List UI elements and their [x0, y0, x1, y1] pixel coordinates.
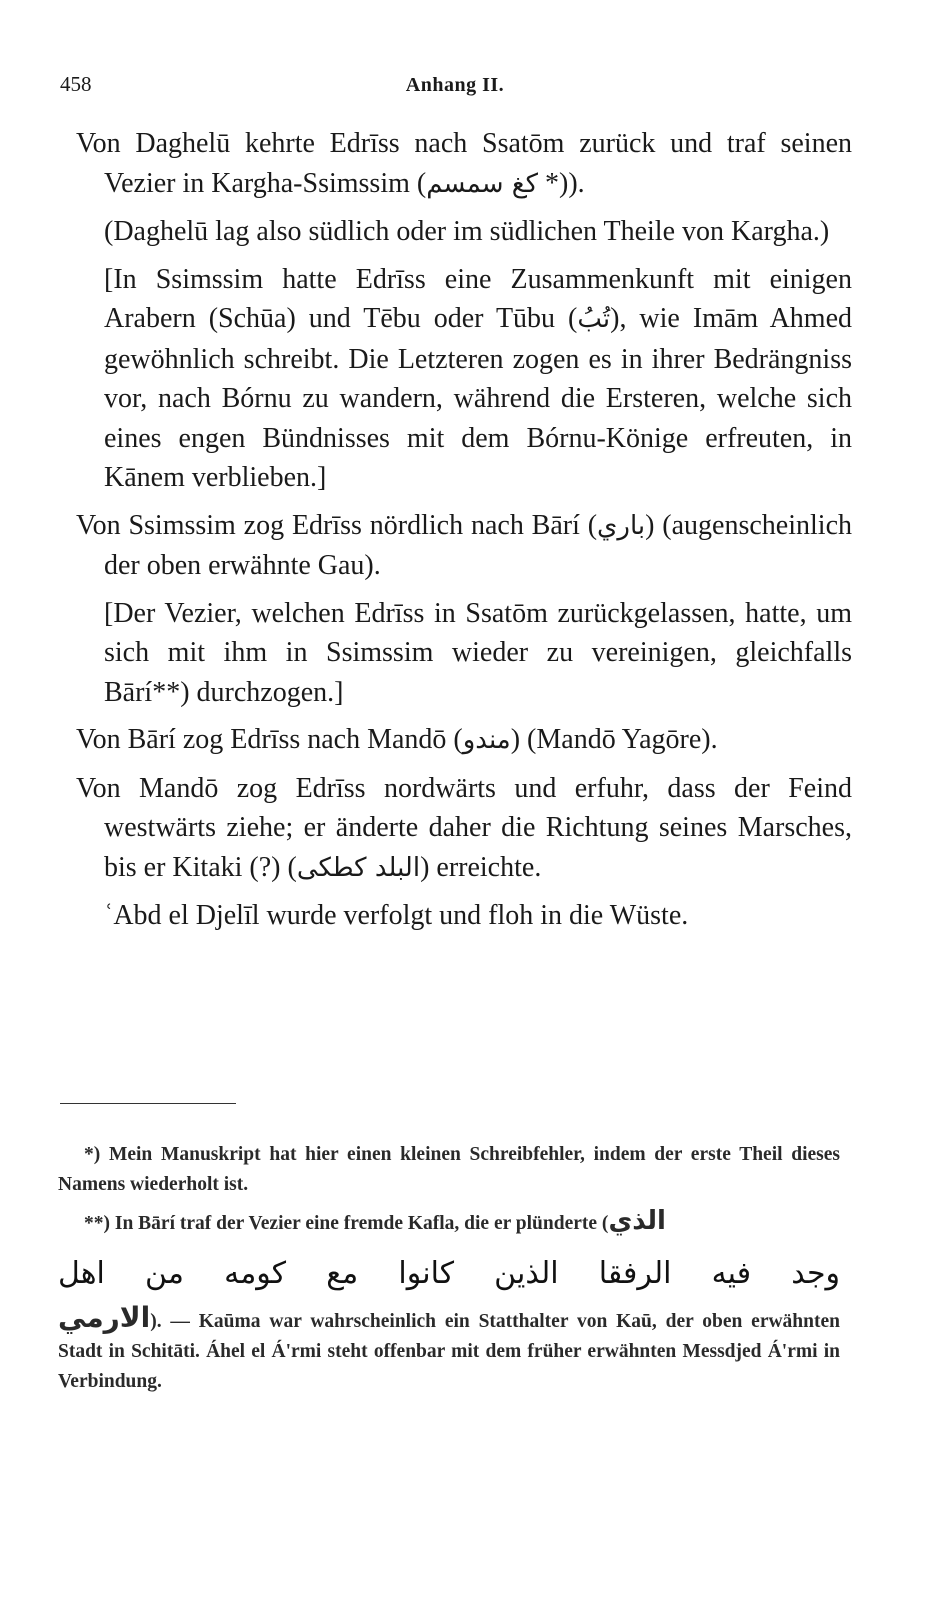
page-header — [60, 72, 850, 102]
paragraph-4 — [76, 506, 852, 586]
footnote-2-text-a: **) In Bārí traf der Vezier eine fremde Kafla, die er plünderte ( — [84, 1213, 609, 1234]
paragraph-1 — [76, 124, 852, 204]
arabic-bari: باري — [597, 510, 646, 541]
paragraph-5: [Der Vezier, welchen Edrīss in Ssatōm zurückgelassen, hatte, um sich mit ihm in Ssimssim wieder zu vereinigen, gleichfalls Bārí**) durchzogen.] — [104, 597, 852, 708]
footnote-separator — [60, 1103, 236, 1104]
footnote-1: *) Mein Manuskript hat hier einen kleinen Schreibfehler, indem der erste Theil dieses Namens wiederholt ist. — [58, 1144, 840, 1195]
paragraph-7-text-a: Von Mandō zog Edrīss nordwärts und erfuhr, dass der Feind westwärts ziehe; er änderte daher die Richtung seines Marsches, bis er Kitaki (?) ( — [76, 772, 852, 883]
paragraph-3 — [76, 260, 852, 498]
paragraph-6-text-a: Von Bārí zog Edrīss nach Mandō ( — [76, 724, 463, 755]
footnote-2-arabic-inline: الذي — [608, 1206, 666, 1236]
paragraph-6 — [76, 720, 852, 761]
paragraph-2: (Daghelū lag also südlich oder im südlichen Theile von Kargha.) — [104, 216, 830, 247]
paragraph-4-text-b: ) (augenscheinlich der oben erwähnte Gau). — [104, 509, 852, 581]
paragraph-8: ʿAbd el Djelīl wurde verfolgt und floh in die Wüste. — [104, 900, 689, 931]
arabic-mando: مندو — [462, 725, 511, 755]
page-number: 458 — [60, 72, 92, 96]
main-text — [76, 124, 852, 944]
footnote-2-arabic-line: وجد فيه الرفقا الذين كانوا مع كومه من اهل — [58, 1256, 840, 1291]
paragraph-1-text-a: Von Daghelū kehrte Edrīss nach Ssatōm zurück und traf seinen Vezier in Kargha-Ssimssim ( — [76, 128, 852, 199]
paragraph-3-text-b: ), wie Imām Ahmed gewöhnlich schreibt. Die Letzteren zogen es in ihrer Bedrängniss vor, nach Bórnu zu wandern, während die Ersteren, welche sich eines engen Bündnisses mit dem Bórnu-Könige erfreuten, in Kānem verblieben.] — [104, 303, 852, 493]
paragraph-6-text-b: ) (Mandō Yagōre). — [510, 724, 718, 755]
running-head: Anhang II. — [405, 74, 505, 96]
footnote-2-arabic-end: الارمي — [58, 1301, 151, 1334]
arabic-kargha-ssimssim: كغ سمسم — [426, 168, 539, 199]
footnote-2-text-b: ). — Kaūma war wahrscheinlich ein Statthalter von Kaū, der oben erwähnten Stadt in Schitāti. Áhel el Á'rmi steht offenbar mit dem früher erwähnten Messdjed Á'rmi in Verbindung. — [58, 1311, 840, 1392]
paragraph-1-text-b: *)). — [538, 167, 585, 199]
footnote-2-continued — [58, 1303, 840, 1397]
footnote-2 — [58, 1206, 840, 1239]
paragraph-7-text-b: ) erreichte. — [420, 851, 542, 883]
paragraph-3-text-a: [In Ssimssim hatte Edrīss eine Zusammenkunft mit einigen Arabern (Schūa) und Tēbu oder Tūbu ( — [104, 263, 852, 334]
arabic-tubu: تُبُ — [577, 304, 611, 334]
arabic-kitaki: البلد كطكى — [296, 852, 421, 883]
paragraph-7 — [76, 769, 852, 889]
footnotes — [58, 1140, 840, 1403]
paragraph-4-text-a: Von Ssimssim zog Edrīss nördlich nach Bārí ( — [76, 509, 598, 541]
